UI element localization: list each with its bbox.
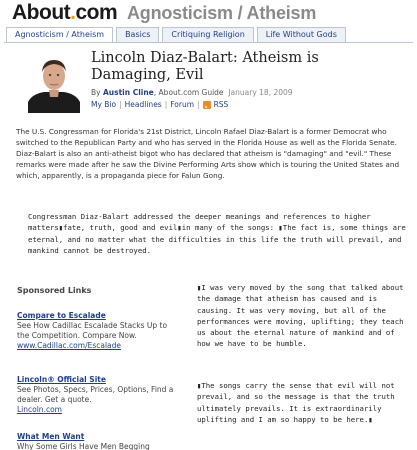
tab-critiquing-religion[interactable]: Critiquing Religion — [162, 27, 253, 43]
tab-life-without-gods[interactable]: Life Without Gods — [257, 27, 346, 43]
ad-lincoln — [17, 375, 177, 415]
my-bio-link[interactable]: My Bio — [91, 100, 117, 109]
ad-what-men-want — [17, 432, 177, 450]
byline — [91, 88, 293, 97]
sponsored-links-heading: Sponsored Links — [17, 286, 92, 295]
ad-url[interactable]: Lincoln.com — [17, 405, 62, 414]
logo-dot: . — [70, 1, 76, 24]
rss-link[interactable]: RSS — [213, 100, 229, 109]
ad-description: Why Some Girls Have Men Begging — [17, 442, 150, 450]
headlines-link[interactable]: Headlines — [124, 100, 162, 109]
ad-description: See How Cadillac Escalade Stacks Up to the Competition. Compare Now. — [17, 321, 168, 340]
author-link[interactable]: Austin Cline — [102, 88, 154, 97]
site-header — [0, 0, 417, 24]
author-avatar[interactable] — [26, 52, 82, 113]
ad-title[interactable]: Lincoln® Official Site — [17, 375, 106, 384]
logo-main: About — [12, 1, 71, 24]
author-role: , About.com Guide — [153, 88, 224, 97]
tab-basics[interactable]: Basics — [116, 27, 159, 43]
author-photo-icon — [26, 52, 82, 113]
nav-divider — [4, 42, 413, 43]
rss-icon[interactable] — [203, 101, 211, 109]
article-intro: The U.S. Congressman for Florida's 21st District, Lincoln Rafael Diaz-Balart is a former Democrat who switched to the Republican Party and who has served in the Florida House as well as the Florida Senate. Diaz-Balart is also an anti-atheist bigot who has declared that atheism is "damaging" and "evil." These remarks were made after he saw the Divine Performing Arts show which is touring the United States and which, apparently, is a propaganda piece for Falun Gong. — [16, 127, 400, 180]
ad-title[interactable]: Compare to Escalade — [17, 311, 106, 320]
separator: | — [119, 100, 122, 109]
blockquote-3: ▮The songs carry the sense that evil will not prevail, and so the message is that the truth ultimately prevails. It is extraordinarily uplifting and I am so happy to be here.▮ — [197, 381, 395, 424]
separator: | — [164, 100, 168, 109]
topic-nav — [6, 27, 346, 43]
byline-by: By — [91, 88, 101, 97]
article-title: Lincoln Diaz-Balart: Atheism is Damaging, Evil — [91, 50, 319, 83]
blockquote-2: ▮I was very moved by the song that talked about the damage that atheism has caused and is causing. It was very moving, but all of the performances were moving, uplifting; they teach us about the eternal nature of mankind and of how we have to be humble. — [197, 283, 404, 349]
logo-tld: com — [75, 1, 118, 24]
ad-description: See Photos, Specs, Prices, Options, Find a dealer. Get a quote. — [17, 385, 174, 404]
ad-url[interactable]: www.Cadillac.com/Escalade — [17, 341, 122, 350]
separator: | — [197, 100, 200, 109]
forum-link[interactable]: Forum — [170, 100, 195, 109]
about-logo[interactable] — [12, 1, 117, 25]
ad-title[interactable]: What Men Want — [17, 432, 85, 441]
publish-date: January 18, 2009 — [228, 88, 293, 97]
site-title[interactable]: Agnosticism / Atheism — [127, 3, 317, 23]
ad-escalade — [17, 311, 177, 351]
author-links — [91, 100, 228, 109]
blockquote-1: Congressman Diaz-Balart addressed the deeper meanings and references to higher matters▮fate, truth, good and evil▮in many of the songs: ▮The fact is, some things are eternal, and no matter what the difficulties in this life the truth will prevail, and mankind cannot be destroyed. — [28, 212, 406, 255]
tab-agnosticism-atheism[interactable]: Agnosticism / Atheism — [6, 27, 113, 43]
